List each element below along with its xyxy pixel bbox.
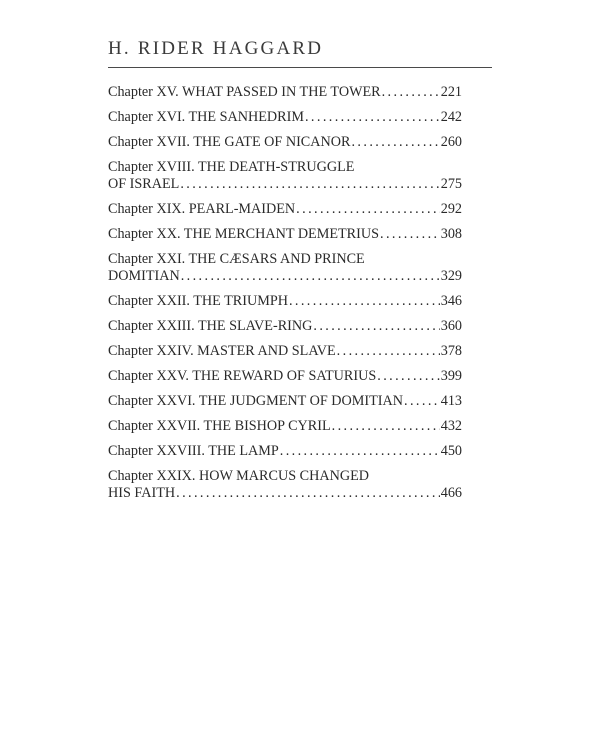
toc-entry xyxy=(108,343,462,360)
toc-page-number: 360 xyxy=(440,318,462,334)
toc-entry xyxy=(108,418,462,435)
toc-entry xyxy=(108,368,462,385)
toc-entry xyxy=(108,226,462,243)
toc-page-number: 292 xyxy=(440,201,462,217)
toc-page-number: 450 xyxy=(440,443,462,459)
toc-entry-title: Chapter XXVII. THE BISHOP CYRIL xyxy=(108,418,331,434)
toc-page-number: 346 xyxy=(440,293,462,309)
toc-entry-title: Chapter XXI. THE CÆSARS AND PRINCE xyxy=(108,251,365,267)
toc-page-number: 242 xyxy=(440,109,462,125)
toc-page-number: 413 xyxy=(440,393,462,409)
table-of-contents xyxy=(108,84,462,510)
running-head: H. RIDER HAGGARD xyxy=(108,38,324,59)
toc-page-number: 308 xyxy=(440,226,462,242)
toc-page-number: 260 xyxy=(440,134,462,150)
toc-entry xyxy=(108,201,462,218)
toc-entry-title: Chapter XX. THE MERCHANT DEMETRIUS xyxy=(108,226,379,242)
toc-entry-title: Chapter XVIII. THE DEATH-STRUGGLE xyxy=(108,159,355,175)
toc-entry-title: Chapter XXV. THE REWARD OF SATURIUS xyxy=(108,368,377,384)
toc-entry xyxy=(108,251,462,285)
dot-leader xyxy=(305,109,440,126)
toc-entry xyxy=(108,159,462,193)
dot-leader xyxy=(382,84,440,101)
dot-leader xyxy=(181,268,440,285)
header-rule xyxy=(108,67,492,68)
dot-leader xyxy=(351,134,439,151)
toc-entry-title: Chapter XXIX. HOW MARCUS CHANGED xyxy=(108,468,370,484)
toc-entry-title-continued: DOMITIAN xyxy=(108,268,180,284)
toc-entry xyxy=(108,468,462,502)
toc-entry xyxy=(108,393,462,410)
toc-entry xyxy=(108,318,462,335)
toc-entry xyxy=(108,109,462,126)
toc-entry-title: Chapter XVII. THE GATE OF NICANOR xyxy=(108,134,351,150)
toc-entry-title: Chapter XXII. THE TRIUMPH xyxy=(108,293,288,309)
toc-page-number: 399 xyxy=(440,368,462,384)
toc-page-number: 378 xyxy=(440,343,462,359)
toc-entry-title-continued: OF ISRAEL xyxy=(108,176,180,192)
dot-leader xyxy=(176,485,440,502)
dot-leader xyxy=(313,318,439,335)
toc-page-number: 221 xyxy=(440,84,462,100)
toc-entry-title: Chapter XXVI. THE JUDGMENT OF DOMITIAN xyxy=(108,393,404,409)
dot-leader xyxy=(332,418,440,435)
toc-entry-title-continued: HIS FAITH xyxy=(108,485,176,501)
toc-entry xyxy=(108,134,462,151)
toc-page-number: 329 xyxy=(440,268,462,284)
toc-entry-title: Chapter XXVIII. THE LAMP xyxy=(108,443,279,459)
dot-leader xyxy=(404,393,440,410)
toc-entry xyxy=(108,84,462,101)
toc-entry-title: Chapter XVI. THE SANHEDRIM xyxy=(108,109,304,125)
dot-leader xyxy=(337,343,440,360)
toc-entry-title: Chapter XIX. PEARL-MAIDEN xyxy=(108,201,296,217)
dot-leader xyxy=(377,368,439,385)
dot-leader xyxy=(280,443,440,460)
toc-entry xyxy=(108,443,462,460)
toc-page-number: 432 xyxy=(440,418,462,434)
toc-page-number: 466 xyxy=(440,485,462,501)
toc-entry-title: Chapter XV. WHAT PASSED IN THE TOWER xyxy=(108,84,381,100)
toc-entry xyxy=(108,293,462,310)
toc-page-number: 275 xyxy=(440,176,462,192)
dot-leader xyxy=(296,201,440,218)
dot-leader xyxy=(180,176,439,193)
dot-leader xyxy=(380,226,440,243)
toc-entry-title: Chapter XXIV. MASTER AND SLAVE xyxy=(108,343,336,359)
dot-leader xyxy=(289,293,440,310)
toc-entry-title: Chapter XXIII. THE SLAVE-RING xyxy=(108,318,313,334)
